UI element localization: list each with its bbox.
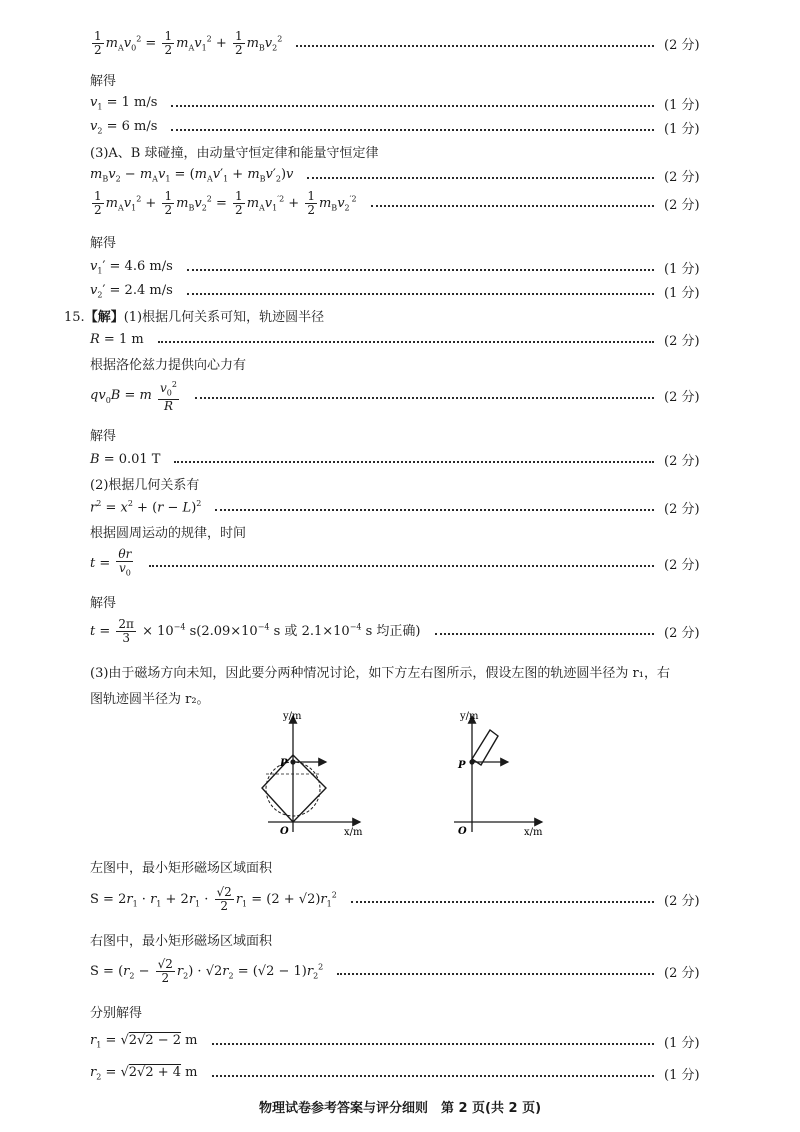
equation-geometry: $r^2 = x^2 + (r - L)^2$ (90, 499, 202, 516)
result-v1-prime: $v_1' = 4.6$ m/s (90, 259, 173, 276)
result-radius: R = 1 m (90, 332, 144, 347)
score-label: (2 分) (664, 334, 700, 349)
result-row (90, 1064, 710, 1083)
result-row (90, 258, 710, 277)
equation-row (90, 958, 710, 985)
result-row (90, 450, 710, 469)
x-axis-label: x/m (524, 827, 543, 838)
equation-row (90, 378, 710, 413)
left-figure (258, 708, 368, 840)
question-15-header (64, 306, 800, 325)
equation-area-right: $S = (r_2$ − $\frac{√2}{2}$ $r_2) \cdot √2r_2 = (√2 - 1)r_2^2$ (90, 957, 324, 985)
result-v1: $v_1 = 1$ m/s (90, 95, 158, 112)
equation-row (90, 190, 710, 217)
score-label: (2 分) (664, 170, 700, 185)
magnetic-field-square (262, 755, 326, 822)
text-jiede: 解得 (90, 429, 117, 444)
point-p-label: P (280, 758, 288, 769)
score-label: (1 分) (664, 98, 700, 113)
magnetic-field-rectangle (472, 730, 498, 765)
score-label: (2 分) (664, 390, 700, 406)
origin-label: O (280, 826, 289, 837)
point-p-label: P (458, 760, 466, 771)
result-r2: $r_2 = √2√2 + 4$ m (90, 1065, 198, 1082)
equation-row (90, 498, 710, 517)
text-jiede: 解得 (90, 236, 117, 251)
result-v2-prime: $v_2' = 2.4$ m/s (90, 283, 173, 300)
score-label: (2 分) (664, 558, 700, 574)
score-label: (2 分) (664, 626, 700, 641)
score-label: (2 分) (664, 502, 700, 517)
score-label: (1 分) (664, 286, 700, 301)
result-row (90, 118, 710, 137)
result-B: B = 0.01 T (90, 452, 161, 467)
score-label: (1 分) (664, 1036, 700, 1051)
equation-energy-1: $\frac{1}{2}$ $m_Av_0^2$ = $\frac{1}{2}$ $m_Av_1^2$ + $\frac{1}{2}$ $m_Bv_2^2$ (94, 29, 283, 57)
equation-row (90, 886, 710, 913)
text-part2: (2)根据几何关系有 (90, 478, 200, 493)
text-lorentz: 根据洛伦兹力提供向心力有 (90, 358, 247, 373)
point-p-dot (290, 759, 295, 764)
x-axis-label: x/m (344, 827, 363, 838)
text-fenbie-jiede: 分别解得 (90, 1006, 143, 1021)
text-part3-paragraph-2: 图轨迹圆半径为 r₂。 (90, 692, 210, 707)
origin-label: O (458, 826, 467, 837)
page-footer: 物理试卷参考答案与评分细则 第 2 页(共 2 页) (258, 1101, 542, 1116)
equation-time: t = $\frac{\theta r}{v_0}$ (90, 547, 132, 578)
score-label: (1 分) (664, 122, 700, 137)
result-row (90, 1032, 710, 1051)
question-number: 15. (64, 310, 85, 325)
text-part3-intro: (3)A、B 球碰撞，由动量守恒定律和能量守恒定律 (90, 146, 379, 161)
text-jiede: 解得 (90, 74, 117, 89)
result-row (90, 282, 710, 301)
score-label: (2 分) (664, 894, 700, 909)
text-jiede: 解得 (90, 596, 117, 611)
score-label: (2 分) (664, 38, 700, 53)
solution-tag: 【解】 (84, 310, 124, 325)
text-circular-motion: 根据圆周运动的规律，时间 (90, 526, 247, 541)
score-label: (2 分) (664, 454, 700, 469)
momentum-energy-equation-row (90, 30, 710, 57)
equation-row (90, 548, 710, 579)
y-axis-label: y/m (460, 711, 479, 722)
equation-row (90, 166, 710, 185)
equation-row (90, 618, 710, 645)
equation-momentum: $m_Bv_2 - m_Av_1 = (m_Av'_1 + m_Bv'_2)v$ (90, 167, 294, 184)
text-left-figure: 左图中，最小矩形磁场区域面积 (90, 861, 273, 876)
score-label: (2 分) (664, 198, 700, 213)
score-label: (1 分) (664, 1068, 700, 1083)
equation-lorentz: $qv_0B = m$ $\frac{v_0^2}{R}$ (90, 380, 177, 414)
result-v2: $v_2 = 6$ m/s (90, 119, 158, 136)
text-part3-paragraph-1: (3)由于磁场方向未知，因此要分两种情况讨论，如下方左右图所示，假设左图的轨迹圆半径为 r₁，右 (90, 666, 670, 681)
y-axis-label: y/m (283, 711, 302, 722)
result-row (90, 330, 710, 349)
right-figure (450, 708, 550, 840)
result-r1: $r_1 = √2√2 - 2$ m (90, 1033, 198, 1050)
point-p-dot (469, 759, 474, 764)
score-label: (2 分) (664, 966, 700, 981)
result-row (90, 94, 710, 113)
question-15-text: (1)根据几何关系可知，轨迹圆半径 (123, 310, 325, 325)
score-label: (1 分) (664, 262, 700, 277)
equation-area-left: $S = 2r_1 \cdot r_1 + 2r_1$ · $\frac{√2}{2}$ $r_1 = (2 + √2)r_1^2$ (90, 885, 337, 913)
result-time: t = $\frac{2\pi}{3}$ × $10^{-4}$ $s(2.09\times 10^{-4}$ s 或 $2.1\times 10^{-4}$ s 均正确) (90, 617, 421, 645)
equation-energy-2: $\frac{1}{2}$ $m_Av_1^2$ + $\frac{1}{2}$ $m_Bv_2^2$ = $\frac{1}{2}$ $m_Av_1^{'2}$ + $\frac{1}{2}$ $m_Bv_2^{'2}$ (94, 189, 357, 217)
text-right-figure: 右图中，最小矩形磁场区域面积 (90, 934, 273, 949)
